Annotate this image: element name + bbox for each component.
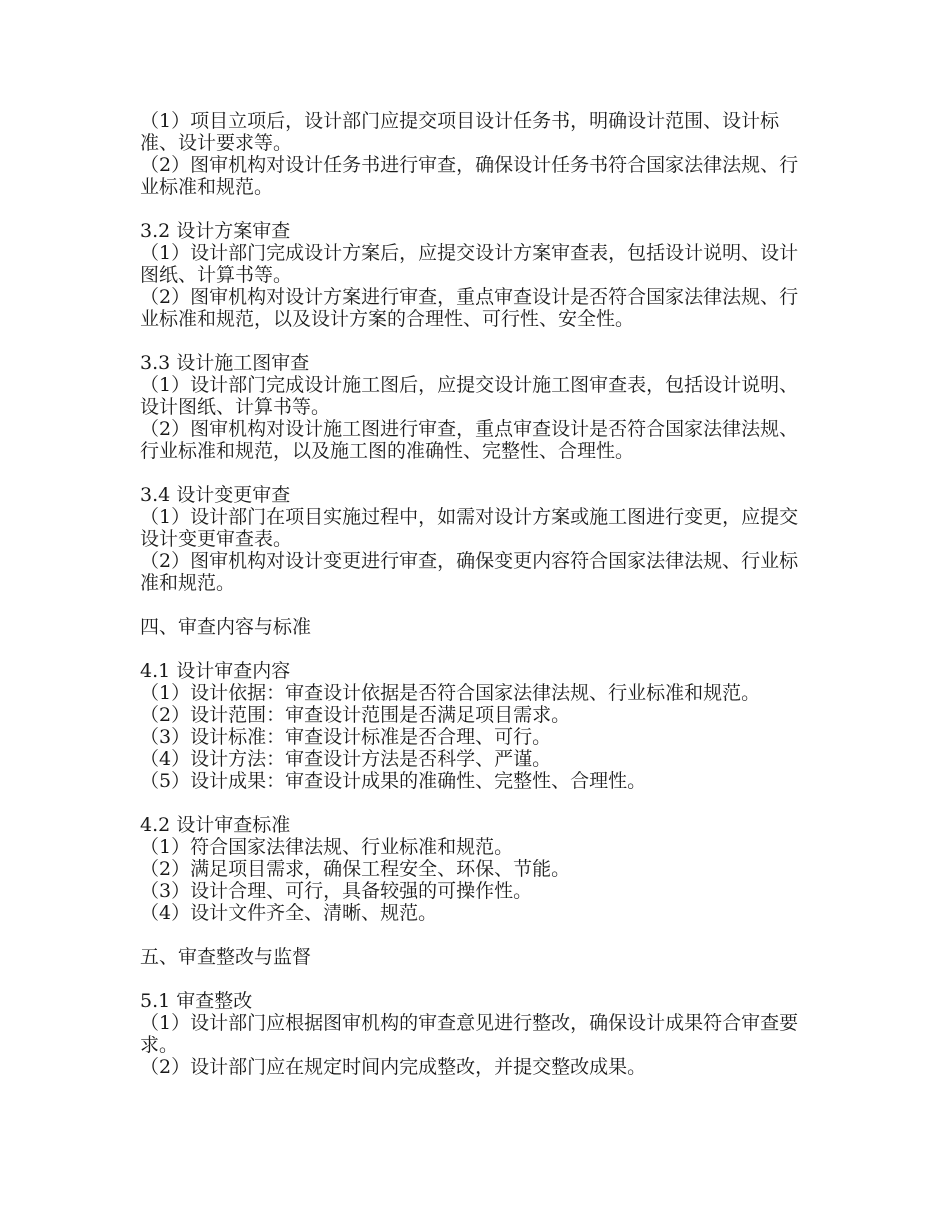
section-heading: 3.3 设计施工图审查 bbox=[140, 352, 310, 374]
list-item-paragraph: （3）设计合理、可行，具备较强的可操作性。 bbox=[140, 880, 533, 902]
paragraph-spacer bbox=[140, 462, 810, 484]
paragraph-spacer bbox=[140, 594, 810, 616]
list-item-paragraph: （1）设计依据：审查设计依据是否符合国家法律法规、行业标准和规范。 bbox=[140, 682, 761, 704]
paragraph-spacer bbox=[140, 638, 810, 660]
section-heading: 3.2 设计方案审查 bbox=[140, 220, 291, 242]
paragraph-spacer bbox=[140, 330, 810, 352]
list-item-paragraph: （1）设计部门应根据图审机构的审查意见进行整改，确保设计成果符合审查要求。 bbox=[140, 1012, 799, 1056]
list-item-paragraph: （1）设计部门在项目实施过程中，如需对设计方案或施工图进行变更，应提交设计变更审查表。 bbox=[140, 506, 799, 550]
paragraph-spacer bbox=[140, 792, 810, 814]
list-item-paragraph: （4）设计方法：审查设计方法是否科学、严谨。 bbox=[140, 748, 552, 770]
paragraph-spacer bbox=[140, 968, 810, 990]
paragraph-spacer bbox=[140, 198, 810, 220]
section-heading: 四、审查内容与标准 bbox=[140, 616, 312, 638]
list-item-paragraph: （4）设计文件齐全、清晰、规范。 bbox=[140, 902, 438, 924]
list-item-paragraph: （1）符合国家法律法规、行业标准和规范。 bbox=[140, 836, 514, 858]
section-heading: 4.2 设计审查标准 bbox=[140, 814, 291, 836]
list-item-paragraph: （2）满足项目需求，确保工程安全、环保、节能。 bbox=[140, 858, 571, 880]
list-item-paragraph: （1）项目立项后，设计部门应提交项目设计任务书，明确设计范围、设计标准、设计要求等。 bbox=[140, 110, 780, 154]
list-item-paragraph: （5）设计成果：审查设计成果的准确性、完整性、合理性。 bbox=[140, 770, 647, 792]
list-item-paragraph: （1）设计部门完成设计方案后，应提交设计方案审查表，包括设计说明、设计图纸、计算书等。 bbox=[140, 242, 799, 286]
paragraph-spacer bbox=[140, 924, 810, 946]
list-item-paragraph: （2）设计范围：审查设计范围是否满足项目需求。 bbox=[140, 704, 571, 726]
list-item-paragraph: （2）设计部门应在规定时间内完成整改，并提交整改成果。 bbox=[140, 1056, 647, 1078]
section-heading: 五、审查整改与监督 bbox=[140, 946, 312, 968]
list-item-paragraph: （3）设计标准：审查设计标准是否合理、可行。 bbox=[140, 726, 552, 748]
list-item-paragraph: （2）图审机构对设计方案进行审查，重点审查设计是否符合国家法律法规、行业标准和规范，以及设计方案的合理性、可行性、安全性。 bbox=[140, 286, 799, 330]
section-heading: 3.4 设计变更审查 bbox=[140, 484, 291, 506]
list-item-paragraph: （2）图审机构对设计任务书进行审查，确保设计任务书符合国家法律法规、行业标准和规范。 bbox=[140, 154, 799, 198]
document-page bbox=[140, 110, 810, 1078]
list-item-paragraph: （2）图审机构对设计变更进行审查，确保变更内容符合国家法律法规、行业标准和规范。 bbox=[140, 550, 799, 594]
section-heading: 4.1 设计审查内容 bbox=[140, 660, 291, 682]
list-item-paragraph: （1）设计部门完成设计施工图后，应提交设计施工图审查表，包括设计说明、设计图纸、计算书等。 bbox=[140, 374, 799, 418]
section-heading: 5.1 审查整改 bbox=[140, 990, 253, 1012]
list-item-paragraph: （2）图审机构对设计施工图进行审查，重点审查设计是否符合国家法律法规、行业标准和规范，以及施工图的准确性、完整性、合理性。 bbox=[140, 418, 799, 462]
